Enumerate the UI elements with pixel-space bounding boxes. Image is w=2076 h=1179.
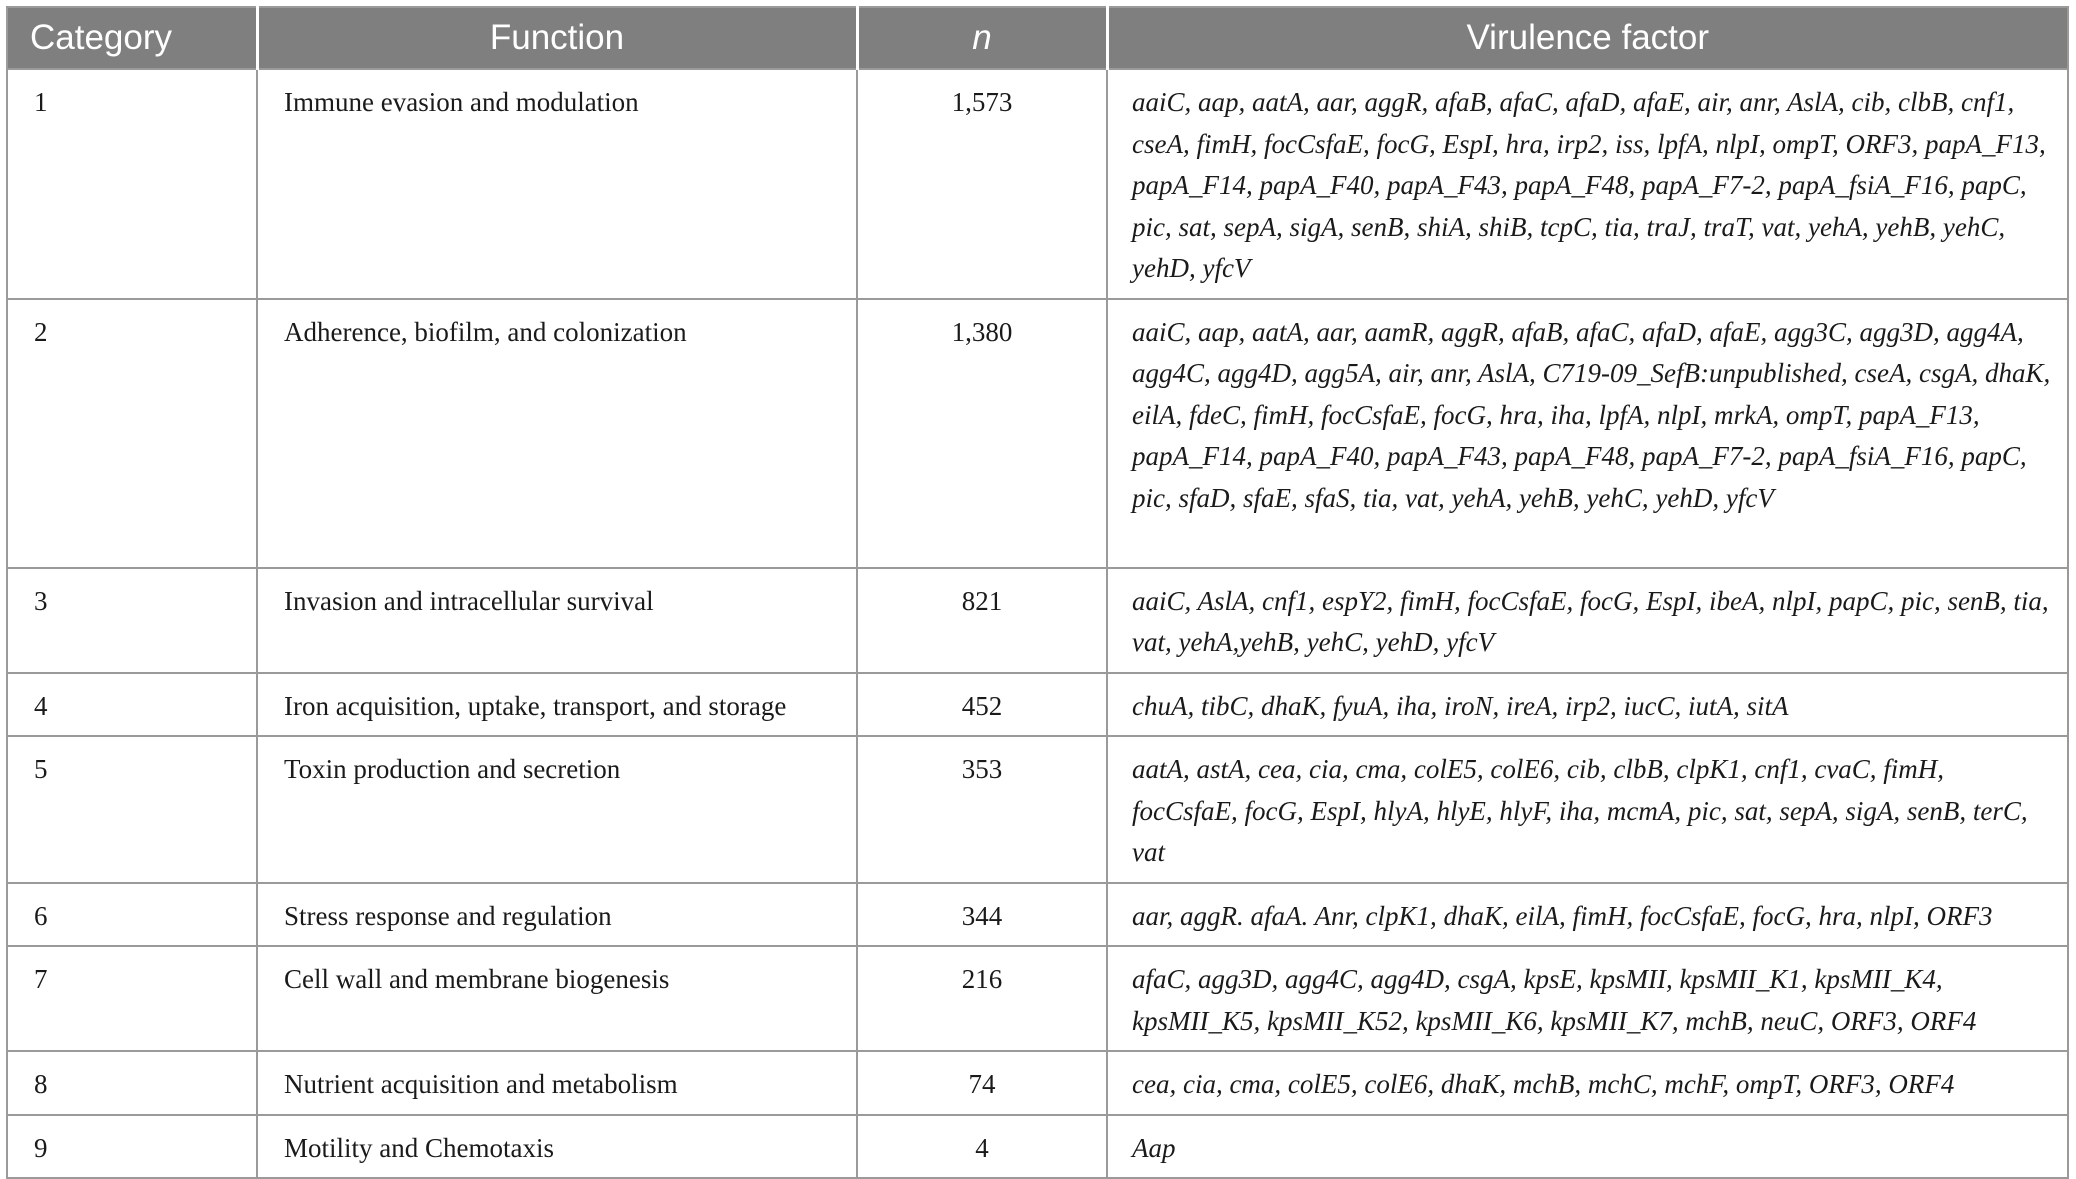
cell-virulence-factor: aaiC, AslA, cnf1, espY2, fimH, focCsfaE, focG, EspI, ibeA, nlpI, papC, pic, senB, tia, vat, yehA,yehB, yehC, yehD, yfcV — [1107, 568, 2068, 673]
cell-n: 452 — [857, 673, 1107, 737]
cell-n: 216 — [857, 946, 1107, 1051]
cell-category: 6 — [7, 883, 257, 947]
cell-n: 353 — [857, 736, 1107, 883]
virulence-factor-table — [6, 6, 2069, 1179]
cell-n: 74 — [857, 1051, 1107, 1115]
cell-n: 1,380 — [857, 299, 1107, 568]
cell-function: Nutrient acquisition and metabolism — [257, 1051, 857, 1115]
cell-n: 821 — [857, 568, 1107, 673]
header-category: Category — [7, 7, 257, 69]
cell-category: 3 — [7, 568, 257, 673]
cell-virulence-factor: aatA, astA, cea, cia, cma, colE5, colE6, cib, clbB, clpK1, cnf1, cvaC, fimH, focCsfaE, focG, EspI, hlyA, hlyE, hlyF, iha, mcmA, pic, sat, sepA, sigA, senB, terC, vat — [1107, 736, 2068, 883]
table-row — [7, 1115, 2068, 1179]
cell-category: 1 — [7, 69, 257, 299]
cell-n: 4 — [857, 1115, 1107, 1179]
header-n: n — [857, 7, 1107, 69]
cell-n: 344 — [857, 883, 1107, 947]
cell-virulence-factor: cea, cia, cma, colE5, colE6, dhaK, mchB, mchC, mchF, ompT, ORF3, ORF4 — [1107, 1051, 2068, 1115]
cell-n: 1,573 — [857, 69, 1107, 299]
cell-function: Adherence, biofilm, and colonization — [257, 299, 857, 568]
cell-function: Invasion and intracellular survival — [257, 568, 857, 673]
table-header — [7, 7, 2068, 69]
table-row — [7, 1051, 2068, 1115]
cell-function: Cell wall and membrane biogenesis — [257, 946, 857, 1051]
table-row — [7, 568, 2068, 673]
cell-virulence-factor: Aap — [1107, 1115, 2068, 1179]
table-row — [7, 883, 2068, 947]
header-function: Function — [257, 7, 857, 69]
table-row — [7, 69, 2068, 299]
cell-function: Toxin production and secretion — [257, 736, 857, 883]
table-row — [7, 736, 2068, 883]
cell-virulence-factor: aaiC, aap, aatA, aar, aamR, aggR, afaB, afaC, afaD, afaE, agg3C, agg3D, agg4A, agg4C, agg4D, agg5A, air, anr, AslA, C719-09_SefB:unpublished, cseA, csgA, dhaK, eilA, fdeC, fimH, focCsfaE, focG, hra, iha, lpfA, nlpI, mrkA, ompT, papA_F13, papA_F14, papA_F40, papA_F43, papA_F48, papA_F7-2, papA_fsiA_F16, papC, pic, sfaD, sfaE, sfaS, tia, vat, yehA, yehB, yehC, yehD, yfcV — [1107, 299, 2068, 568]
table-row — [7, 299, 2068, 568]
header-row — [7, 7, 2068, 69]
cell-virulence-factor: aaiC, aap, aatA, aar, aggR, afaB, afaC, afaD, afaE, air, anr, AslA, cib, clbB, cnf1, cseA, fimH, focCsfaE, focG, EspI, hra, irp2, iss, lpfA, nlpI, ompT, ORF3, papA_F13, papA_F14, papA_F40, papA_F43, papA_F48, papA_F7-2, papA_fsiA_F16, papC, pic, sat, sepA, sigA, senB, shiA, shiB, tcpC, tia, traJ, traT, vat, yehA, yehB, yehC, yehD, yfcV — [1107, 69, 2068, 299]
cell-function: Motility and Chemotaxis — [257, 1115, 857, 1179]
cell-virulence-factor: chuA, tibC, dhaK, fyuA, iha, iroN, ireA, irp2, iucC, iutA, sitA — [1107, 673, 2068, 737]
cell-function: Iron acquisition, uptake, transport, and storage — [257, 673, 857, 737]
cell-function: Stress response and regulation — [257, 883, 857, 947]
cell-category: 4 — [7, 673, 257, 737]
cell-category: 5 — [7, 736, 257, 883]
cell-virulence-factor: afaC, agg3D, agg4C, agg4D, csgA, kpsE, kpsMII, kpsMII_K1, kpsMII_K4, kpsMII_K5, kpsMII_K52, kpsMII_K6, kpsMII_K7, mchB, neuC, ORF3, ORF4 — [1107, 946, 2068, 1051]
header-virulence-factor: Virulence factor — [1107, 7, 2068, 69]
table-body — [7, 69, 2068, 1178]
cell-category: 2 — [7, 299, 257, 568]
table-row — [7, 946, 2068, 1051]
table-row — [7, 673, 2068, 737]
cell-category: 7 — [7, 946, 257, 1051]
cell-function: Immune evasion and modulation — [257, 69, 857, 299]
cell-category: 8 — [7, 1051, 257, 1115]
cell-virulence-factor: aar, aggR. afaA. Anr, clpK1, dhaK, eilA, fimH, focCsfaE, focG, hra, nlpI, ORF3 — [1107, 883, 2068, 947]
virulence-table-container — [6, 6, 2067, 1179]
cell-category: 9 — [7, 1115, 257, 1179]
